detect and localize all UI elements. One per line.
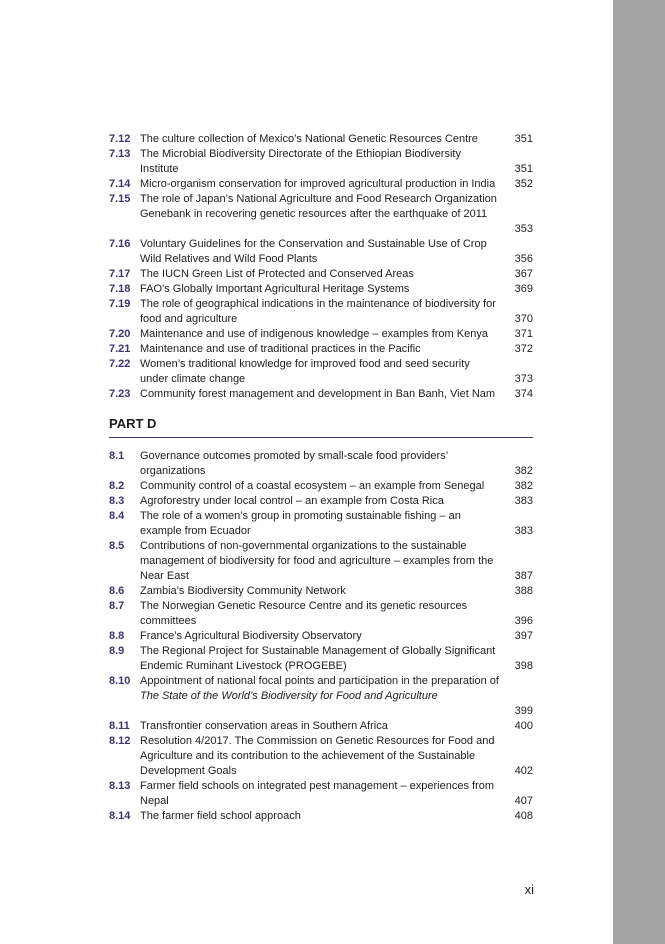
- entry-number: 7.23: [109, 388, 131, 400]
- entry-number: 8.14: [109, 810, 131, 822]
- entry-title: The Norwegian Genetic Resource Centre and its genetic resources committees: [140, 600, 468, 628]
- entry-page: 369: [514, 282, 533, 295]
- toc-entry[interactable]: [109, 809, 533, 824]
- toc-entry[interactable]: [109, 297, 533, 327]
- entry-page: 408: [514, 809, 533, 822]
- page-number: xi: [524, 882, 534, 897]
- toc-entry[interactable]: [109, 509, 533, 539]
- toc-entry[interactable]: [109, 147, 533, 177]
- entry-page: 383: [514, 524, 533, 537]
- entry-number: 7.15: [109, 193, 131, 205]
- entry-title: Agroforestry under local control – an example from Costa Rica: [140, 495, 444, 507]
- entry-title: Zambia’s Biodiversity Community Network: [140, 585, 346, 597]
- entry-title: The role of Japan’s National Agriculture and Food Research Organization Genebank in recovering genetic resources after the earthquake of 2011: [140, 193, 497, 221]
- entry-number: 7.16: [109, 238, 131, 250]
- entry-page: 367: [514, 267, 533, 280]
- entry-page: 397: [514, 629, 533, 642]
- entry-number: 8.10: [109, 675, 131, 687]
- toc-entry[interactable]: [109, 132, 533, 147]
- toc-entry[interactable]: [109, 479, 533, 494]
- entry-title: Maintenance and use of traditional practices in the Pacific: [140, 343, 421, 355]
- entry-page: 353: [514, 222, 533, 235]
- toc-entry[interactable]: [109, 387, 533, 402]
- toc-entry[interactable]: [109, 282, 533, 297]
- toc-entry[interactable]: [109, 629, 533, 644]
- toc-list-part-d: [109, 449, 533, 824]
- toc-entry[interactable]: [109, 779, 533, 809]
- entry-title: Resolution 4/2017. The Commission on Genetic Resources for Food and Agriculture and its contribution to the achievement of the Sustainable Development Goals: [140, 735, 495, 778]
- entry-number: 8.11: [109, 720, 130, 732]
- entry-title: Community forest management and development in Ban Banh, Viet Nam: [140, 388, 496, 400]
- toc-entry[interactable]: [109, 674, 533, 719]
- entry-page: 374: [514, 387, 533, 400]
- toc-entry[interactable]: [109, 599, 533, 629]
- toc-entry[interactable]: [109, 267, 533, 282]
- entry-number: 8.6: [109, 585, 125, 597]
- entry-title: Maintenance and use of indigenous knowledge – examples from Kenya: [140, 328, 488, 340]
- entry-page: 372: [514, 342, 533, 355]
- entry-number: 7.14: [109, 178, 131, 190]
- entry-page: 352: [514, 177, 533, 190]
- toc-entry[interactable]: [109, 584, 533, 599]
- entry-page: 382: [514, 464, 533, 477]
- toc-entry[interactable]: [109, 719, 533, 734]
- entry-title: The IUCN Green List of Protected and Conserved Areas: [140, 268, 414, 280]
- toc-entry[interactable]: [109, 237, 533, 267]
- entry-page: 370: [514, 312, 533, 325]
- entry-page: 388: [514, 584, 533, 597]
- entry-page: 351: [514, 132, 533, 145]
- toc-entry[interactable]: [109, 192, 533, 237]
- toc-entry[interactable]: [109, 644, 533, 674]
- entry-number: 7.21: [109, 343, 131, 355]
- entry-page: 373: [514, 372, 533, 385]
- entry-title: Farmer field schools on integrated pest management – experiences from Nepal: [140, 780, 495, 808]
- entry-title: The culture collection of Mexico’s National Genetic Resources Centre: [140, 133, 478, 145]
- entry-number: 8.2: [109, 480, 125, 492]
- entry-number: 7.17: [109, 268, 131, 280]
- entry-number: 8.1: [109, 450, 125, 462]
- entry-title: The Microbial Biodiversity Directorate of the Ethiopian Biodiversity Institute: [140, 148, 461, 176]
- entry-page: 407: [514, 794, 533, 807]
- part-d-heading: PART D: [109, 416, 533, 438]
- toc-entry[interactable]: [109, 494, 533, 509]
- entry-page: 382: [514, 479, 533, 492]
- entry-number: 7.20: [109, 328, 131, 340]
- entry-page: 399: [514, 704, 533, 717]
- entry-number: 8.9: [109, 645, 125, 657]
- entry-title: FAO’s Globally Important Agricultural Heritage Systems: [140, 283, 410, 295]
- entry-number: 7.13: [109, 148, 131, 160]
- entry-title: The role of a women’s group in promoting sustainable fishing – an example from Ecuador: [140, 510, 461, 538]
- toc-entry[interactable]: [109, 539, 533, 584]
- entry-number: 8.12: [109, 735, 131, 747]
- entry-page: 351: [514, 162, 533, 175]
- entry-title: Micro-organism conservation for improved agricultural production in India: [140, 178, 496, 190]
- toc-entry[interactable]: [109, 177, 533, 192]
- entry-page: 371: [514, 327, 533, 340]
- entry-title: Contributions of non-governmental organizations to the sustainable management of biodiversity for food and agriculture – examples from the Near East: [140, 540, 494, 583]
- entry-title: Transfrontier conservation areas in Southern Africa: [140, 720, 388, 732]
- entry-title: The farmer field school approach: [140, 810, 301, 822]
- entry-number: 7.12: [109, 133, 131, 145]
- entry-title-italic: The State of the World’s Biodiversity for Food and Agriculture: [140, 690, 438, 703]
- entry-title: France’s Agricultural Biodiversity Observatory: [140, 630, 362, 642]
- toc-entry[interactable]: [109, 449, 533, 479]
- entry-title: The Regional Project for Sustainable Management of Globally Significant Endemic Ruminant Livestock (PROGEBE): [140, 645, 496, 673]
- entry-title: Governance outcomes promoted by small-scale food providers’ organizations: [140, 450, 448, 478]
- toc-entry[interactable]: [109, 357, 533, 387]
- toc-entry[interactable]: [109, 734, 533, 779]
- entry-page: 400: [514, 719, 533, 732]
- entry-title: The role of geographical indications in the maintenance of biodiversity for food and agriculture: [140, 298, 496, 326]
- toc-entry[interactable]: [109, 342, 533, 357]
- entry-page: 402: [514, 764, 533, 777]
- entry-title: Community control of a coastal ecosystem – an example from Senegal: [140, 480, 485, 492]
- entry-number: 8.7: [109, 600, 125, 612]
- entry-page: 396: [514, 614, 533, 627]
- entry-title: [140, 674, 499, 704]
- entry-number: 7.19: [109, 298, 131, 310]
- page-edge-bar: [613, 0, 665, 944]
- entry-number: 8.3: [109, 495, 125, 507]
- entry-number: 8.4: [109, 510, 125, 522]
- entry-page: 356: [514, 252, 533, 265]
- entry-number: 7.18: [109, 283, 131, 295]
- entry-number: 8.13: [109, 780, 131, 792]
- entry-number: 7.22: [109, 358, 131, 370]
- entry-number: 8.8: [109, 630, 125, 642]
- entry-page: 383: [514, 494, 533, 507]
- entry-page: 387: [514, 569, 533, 582]
- toc-list-section-7: [109, 132, 533, 402]
- toc-entry[interactable]: [109, 327, 533, 342]
- entry-title-text: Appointment of national focal points and participation in the preparation of: [140, 675, 499, 687]
- entry-page: 398: [514, 659, 533, 672]
- entry-title: Women’s traditional knowledge for improved food and seed security under climate change: [140, 358, 470, 386]
- entry-number: 8.5: [109, 540, 125, 552]
- entry-title: Voluntary Guidelines for the Conservation and Sustainable Use of Crop Wild Relatives and Wild Food Plants: [140, 238, 487, 266]
